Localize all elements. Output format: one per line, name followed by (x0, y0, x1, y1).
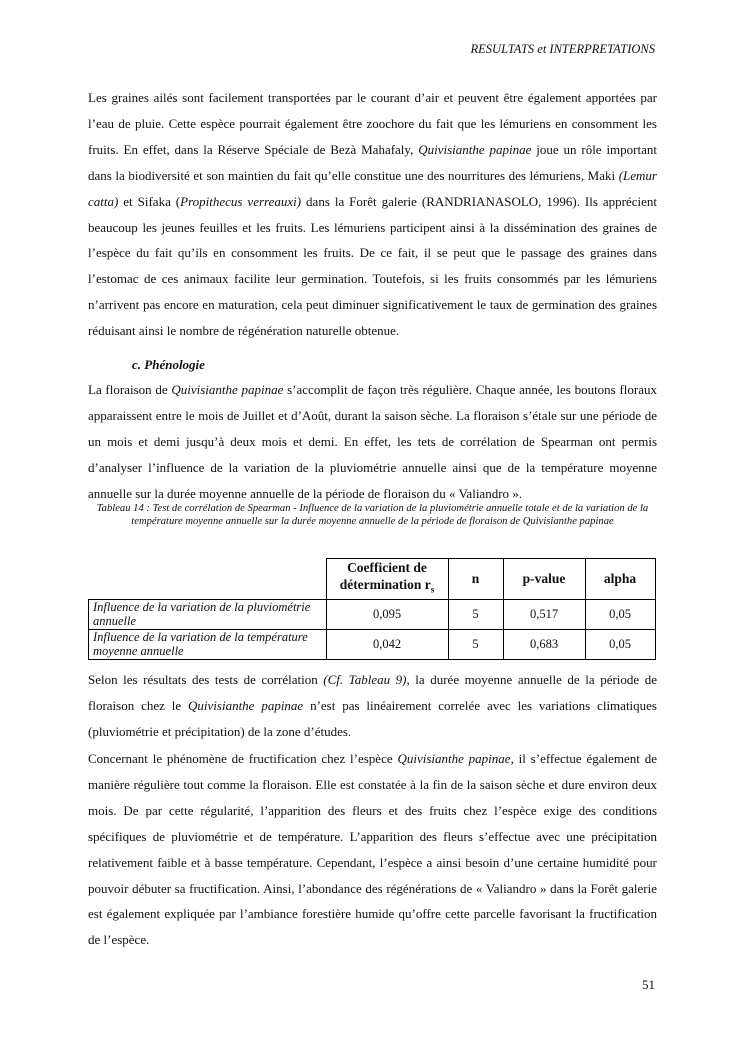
spearman-table (88, 558, 656, 660)
cell-n: 5 (448, 629, 503, 659)
italic-text-run: Propithecus verreauxi) (180, 193, 302, 209)
cell-pvalue: 0,517 (503, 599, 585, 629)
italic-text-run: Quivisianthe papinae (171, 382, 284, 397)
text-run: , la durée moyenne annuelle de la période de floraison chez le (88, 672, 658, 713)
section-heading-phenologie: c. Phénologie (132, 357, 205, 372)
italic-text-run: (Lemur catta) (88, 167, 657, 209)
text-run: il s’effectue également de manière régulière tout comme la floraison. Elle est constatée à la fin de la saison sèche et dure environ deux mois. De par cette régularité, l’apparition des fleurs et des fruits chez l’espèce exige des conditions spécifiques de pluviométrie et de température. L’apparition des fleurs s’effectue avec une précipitation relativement faible et à basse température. Cependant, l’espèce a ainsi besoin d’une certaine humidité pour pouvoir débuter sa fructification. Ainsi, l’abondance des régénérations de « Valiandro » dans la Forêt galerie est également expliquée par l’ambiance forestière humide qu’offre cette parcelle favorisant la fructification de l’espèce. (88, 751, 657, 948)
cell-coef: 0,042 (326, 629, 448, 659)
italic-text-run: (Cf. Tableau 9) (323, 672, 407, 687)
cell-alpha: 0,05 (585, 599, 655, 629)
text-run: Selon les résultats des tests de corrélation (88, 672, 324, 687)
text-run: n’est pas linéairement correlée avec les variations climatiques (pluviométrie et précipitation) de la zone d’études. (88, 697, 657, 739)
text-run: s’accomplit de façon très régulière. Chaque année, les boutons floraux apparaissent entre le mois de Juillet et d’Août, durant la saison sèche. La floraison s’étale sur une période de un mois et demi jusqu’à deux mois et demi. En effet, les tets de corrélation de Spearman ont permis d’analyser l’influence de la variation de la pluviométrie annuelle ainsi que de la température moyenne annuelle sur la durée moyenne annuelle de la période de floraison du « Valiandro ». (88, 382, 658, 501)
page-number: 51 (642, 977, 655, 992)
table-row (89, 599, 656, 629)
running-header: RESULTATS et INTERPRETATIONS (470, 42, 655, 56)
text-run: La floraison de (88, 382, 172, 397)
paragraph-seed-dispersal (88, 85, 657, 344)
text-run: dans la Forêt galerie (RANDRIANASOLO, 1996). Ils apprécient beaucoup les jeunes feuilles et les fruits. Les lémuriens participent ainsi à la dissémination des graines de l’espèce du fait qu’ils en consomment les fruits. De ce fait, il se peut que le passage des graines dans l’estomac de ces animaux facilite leur germination. Toutefois, si les fruits consommés par les lémuriens n’arrivent pas encore en maturation, cela peut diminuer significativement le taux de germination des graines réduisant ainsi le nombre de régénération naturelle obtenue. (88, 193, 658, 339)
table-caption: Tableau 14 : Test de corrélation de Spearman - Influence de la variation de la pluviométrie annuelle totale et de la variation de la température moyenne annuelle sur la durée moyenne annuelle de la période de floraison de Quivisianthe papinae (96, 503, 649, 527)
row-label: Influence de la variation de la pluviométrie annuelle (89, 599, 327, 629)
italic-text-run: Quivisianthe papinae (418, 141, 532, 157)
cell-alpha: 0,05 (585, 629, 655, 659)
header-n: n (448, 559, 503, 600)
header-pvalue: p-value (503, 559, 585, 600)
italic-text-run: Quivisianthe papinae, (397, 751, 514, 766)
italic-text-run: Quivisianthe papinae (188, 697, 304, 713)
header-coef: Coefficient de détermination $r_s$ (326, 559, 448, 600)
header-alpha: alpha (585, 559, 655, 600)
paragraph-results (88, 667, 657, 745)
text-run: et Sifaka ( (118, 193, 181, 209)
paragraph-floraison (88, 377, 657, 507)
cell-pvalue: 0,683 (503, 629, 585, 659)
row-label: Influence de la variation de la température moyenne annuelle (89, 629, 327, 659)
text-run: Les graines ailés sont facilement transportées par le courant d’air et peuvent être également apportées par l’eau de pluie. Cette espèce pourrait également être zoochore du fait que les lémuriens en consomment les fruits. En effet, dans la Réserve Spéciale de Bezà Mahafaly, (88, 90, 657, 157)
cell-coef: 0,095 (326, 599, 448, 629)
cell-n: 5 (448, 599, 503, 629)
table-header-row (89, 559, 656, 600)
paragraph-fructification (88, 746, 657, 953)
table-row (89, 629, 656, 659)
text-run: joue un rôle important dans la biodiversité et son maintien du fait qu’elle constitue une des nourritures des lémuriens, Maki (88, 141, 657, 183)
text-run: Concernant le phénomène de fructification chez l’espèce (88, 751, 398, 766)
